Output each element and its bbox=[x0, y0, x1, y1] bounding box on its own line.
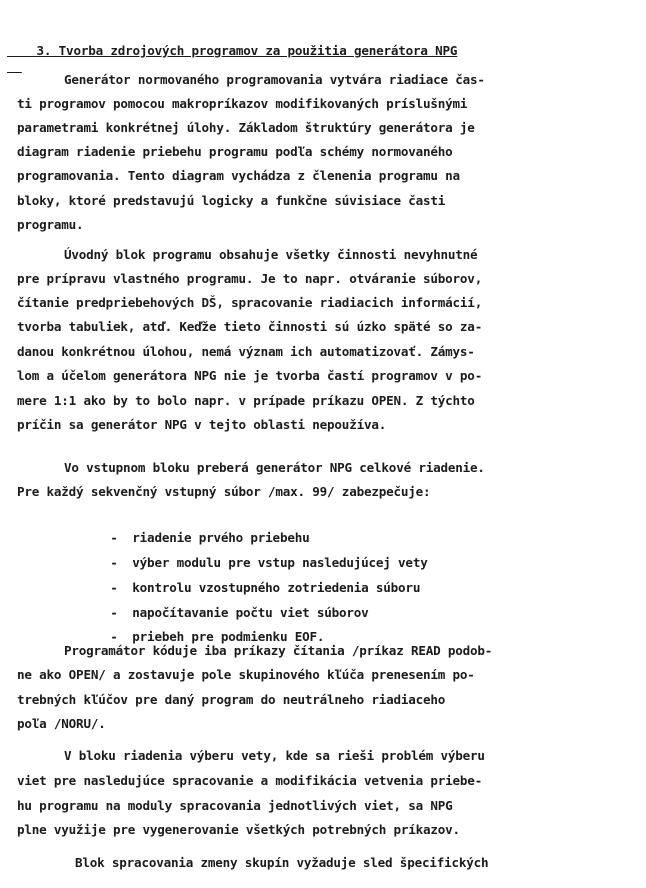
text-line: diagram riadenie priebehu programu podľa schémy normovaného bbox=[17, 144, 453, 159]
text-line: viet pre nasledujúce spracovanie a modifikácia vetvenia priebe- bbox=[17, 773, 483, 788]
text-line: ne ako OPEN/ a zostavuje pole skupinového kľúča prenesením po- bbox=[17, 667, 475, 682]
text-line: plne využije pre vygenerovanie všetkých potrebných príkazov. bbox=[17, 822, 460, 837]
bullet-marker: - bbox=[110, 530, 118, 545]
list-item: - riadenie prvého priebehu bbox=[110, 530, 310, 545]
text-line: trebných kľúčov pre daný program do neutrálneho riadiaceho bbox=[17, 692, 446, 707]
text-line: programovania. Tento diagram vychádza z členenia programu na bbox=[17, 168, 460, 183]
text-line: tvorba tabuliek, atď. Keďže tieto činnosti sú úzko späté so za- bbox=[17, 319, 483, 334]
bullet-marker: - bbox=[110, 629, 118, 644]
text-line: hu programu na moduly spracovania jednotlivých viet, sa NPG bbox=[17, 798, 453, 813]
list-item: - napočítavanie počtu viet súborov bbox=[110, 605, 369, 620]
bullet-marker: - bbox=[110, 580, 118, 595]
text-line: Úvodný blok programu obsahuje všetky činnosti nevyhnutné bbox=[64, 247, 478, 262]
list-item: - priebeh pre podmienku EOF. bbox=[110, 629, 325, 644]
text-line: parametrami konkrétnej úlohy. Základom štruktúry generátora je bbox=[17, 120, 475, 135]
text-line: bloky, ktoré predstavujú logicky a funkčne súvisiace časti bbox=[17, 193, 446, 208]
text-line: pre prípravu vlastného programu. Je to napr. otváranie súborov, bbox=[17, 271, 483, 286]
text-line: Programátor kóduje iba príkazy čítania /príkaz READ podob- bbox=[64, 643, 493, 658]
text-line: Blok spracovania zmeny skupín vyžaduje sled špecifických bbox=[75, 855, 489, 870]
text-line: Vo vstupnom bloku preberá generátor NPG celkové riadenie. bbox=[64, 460, 485, 475]
text-line: programu. bbox=[17, 217, 84, 232]
text-line: Generátor normovaného programovania vytvára riadiace čas- bbox=[64, 72, 485, 87]
text-line: ti programov pomocou makropríkazov modifikovaných príslušnými bbox=[17, 96, 468, 111]
text-line: poľa /NORU/. bbox=[17, 716, 106, 731]
text-line: mere 1:1 ako by to bolo napr. v prípade príkazu OPEN. Z týchto bbox=[17, 393, 475, 408]
list-item: - výber modulu pre vstup nasledujúcej vety bbox=[110, 555, 428, 570]
text-line: príčin sa generátor NPG v tejto oblasti nepoužíva. bbox=[17, 417, 387, 432]
text-line: Pre každý sekvenčný vstupný súbor /max. 99/ zabezpečuje: bbox=[17, 484, 431, 499]
text-line: lom a účelom generátora NPG nie je tvorba častí programov v po- bbox=[17, 368, 483, 383]
bullet-marker: - bbox=[110, 605, 118, 620]
text-line: danou konkrétnou úlohou, nemá význam ich automatizovať. Zámys- bbox=[17, 344, 475, 359]
text-line: V bloku riadenia výberu vety, kde sa rieši problém výberu bbox=[64, 748, 485, 763]
bullet-marker: - bbox=[110, 555, 118, 570]
text-line: čítanie predpriebehových DŠ, spracovanie riadiacich informácií, bbox=[17, 295, 483, 310]
list-item: - kontrolu vzostupného zotriedenia súboru bbox=[110, 580, 421, 595]
section-heading: 3. Tvorba zdrojových programov za použitia generátora NPG bbox=[36, 43, 458, 58]
